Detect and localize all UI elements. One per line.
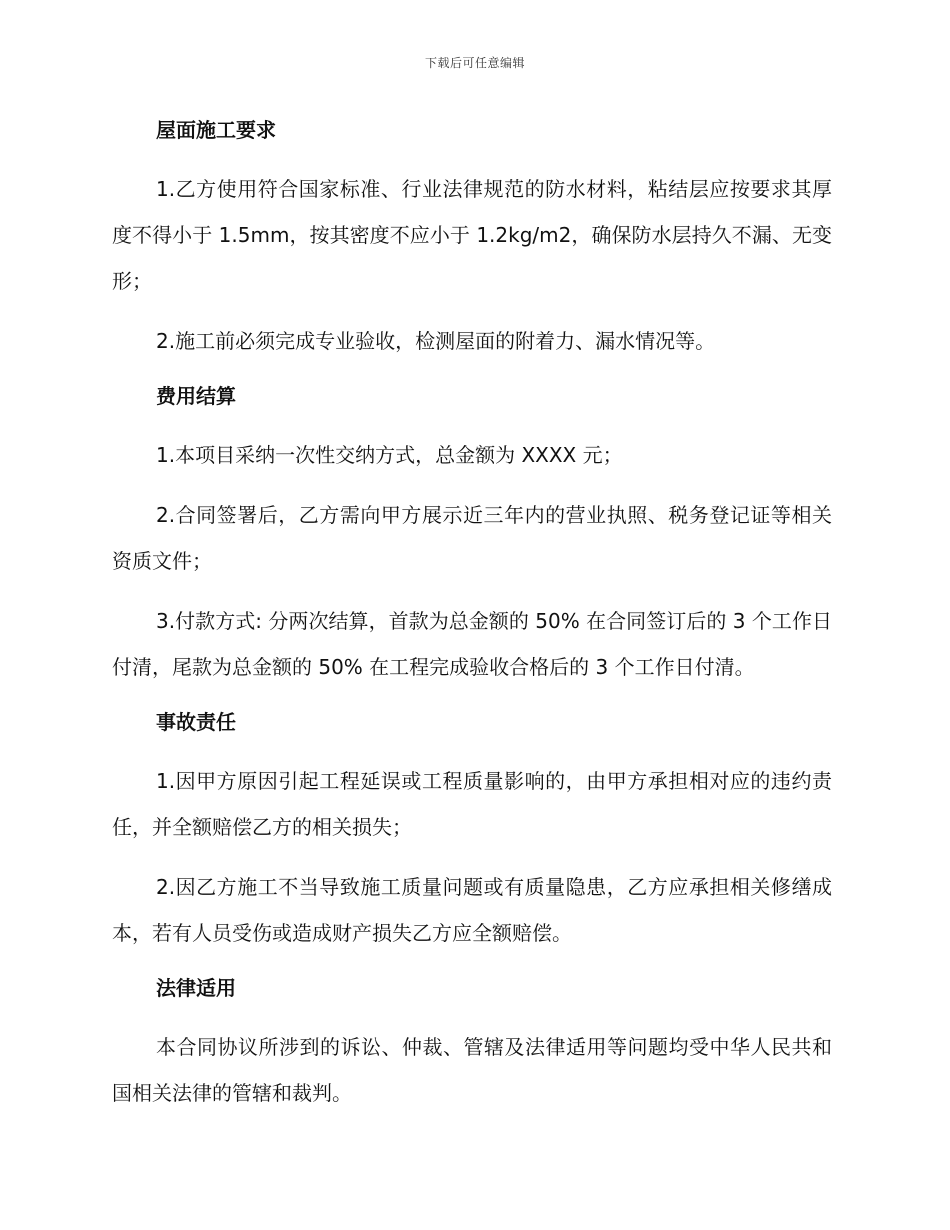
paragraph: 3.付款方式: 分两次结算，首款为总金额的 50% 在合同签订后的 3 个工作日付清，尾款为总金额的 50% 在工程完成验收合格后的 3 个工作日付清。 [112,609,832,679]
section-settlement [112,378,832,704]
paragraph: 2.施工前必须完成专业验收，检测屋面的附着力、漏水情况等。 [156,329,716,353]
document-body [112,112,832,1116]
paragraph: 1.因甲方原因引起工程延误或工程质量影响的，由甲方承担相对应的违约责任，并全额赔偿乙方的相关损失； [112,769,832,839]
section-title: 法律适用 [156,976,236,1000]
section-title: 事故责任 [156,710,236,734]
section-title: 费用结算 [156,384,236,408]
paragraph: 2.因乙方施工不当导致施工质量问题或有质量隐患，乙方应承担相关修缮成本，若有人员受伤或造成财产损失乙方应全额赔偿。 [112,875,832,945]
section-law [112,970,832,1116]
paragraph: 1.本项目采纳一次性交纳方式，总金额为 XXXX 元； [156,443,623,467]
section-liability [112,704,832,970]
paragraph: 2.合同签署后，乙方需向甲方展示近三年内的营业执照、税务登记证等相关资质文件； [112,503,832,573]
header-note: 下载后可任意编辑 [424,56,525,70]
section-construction [112,112,832,378]
section-title: 屋面施工要求 [156,118,276,142]
paragraph: 1.乙方使用符合国家标准、行业法律规范的防水材料，粘结层应按要求其厚度不得小于 1.5mm，按其密度不应小于 1.2kg/m2，确保防水层持久不漏、无变形； [112,177,832,293]
paragraph: 本合同协议所涉到的诉讼、仲裁、管辖及法律适用等问题均受中华人民共和国相关法律的管辖和裁判。 [112,1035,832,1105]
